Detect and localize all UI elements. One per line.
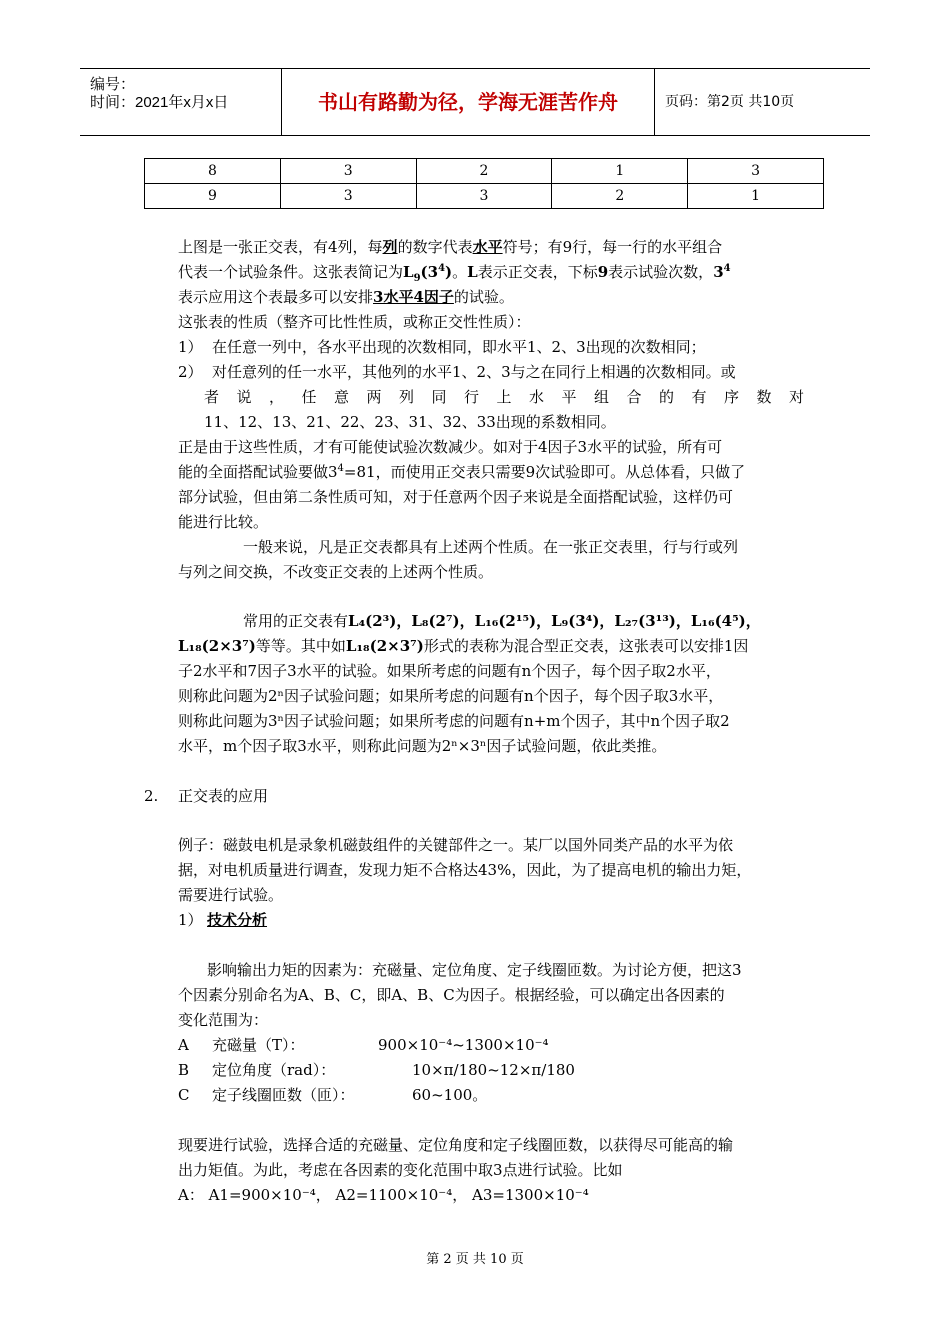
list-item-2: 对任意列的任一水平，其他列的水平1、2、3与之在同行上相遇的次数相同。或 — [212, 363, 736, 381]
table-cell: 3 — [688, 159, 824, 184]
table-row — [145, 184, 824, 209]
para1-line13: 一般来说，凡是正交表都具有上述两个性质。在一张正交表里，行与行或列 — [243, 538, 739, 556]
header-motto: 书山有路勤为径，学海无涯苦作舟 — [282, 69, 655, 135]
para2-line4: 则称此问题为2ⁿ因子试验问题；如果所考虑的问题有n个因子，每个因子取3水平， — [178, 687, 724, 705]
list-item-1: 在任意一列中，各水平出现的次数相同，即水平1、2、3出现的次数相同； — [212, 338, 706, 356]
example-line1: 例子：磁鼓电机是录象机磁鼓组件的关键部件之一。某厂以国外同类产品的水平为依 — [178, 836, 734, 854]
subsection-number: 1） — [178, 911, 203, 929]
header-number: 编号： — [90, 76, 136, 93]
para1-line10: 能的全面搭配试验要做$3^4=81$，而使用正交表只需要9次试验即可。从总体看，只做了 — [178, 463, 746, 481]
factor-a-label: A — [178, 1036, 189, 1054]
trial-line1: 现要进行试验，选择合适的充磁量、定位角度和定子线圈匝数，以获得尽可能高的输 — [178, 1136, 734, 1154]
para1-line1: 上图是一张正交表，有4列，每列的数字代表水平符号；有9行，每一行的水平组合 — [178, 238, 723, 256]
header-page: 页码：第2页 共10页 — [665, 94, 795, 110]
header-meta — [80, 69, 282, 135]
table-cell: 2 — [416, 159, 552, 184]
orthogonal-table — [144, 158, 824, 209]
page-footer: 第 2 页 共 10 页 — [426, 1252, 524, 1267]
example-line3: 需要进行试验。 — [178, 886, 284, 904]
para1-line9: 正是由于这些性质，才有可能使试验次数减少。如对于4因子3水平的试验，所有可 — [178, 438, 723, 456]
table-cell: 1 — [552, 159, 688, 184]
section-title: 正交表的应用 — [178, 787, 269, 805]
header-time: 时间：2021年x月x日 — [90, 94, 229, 111]
list-item-2-cont2: 11、12、13、21、22、23、31、32、33出现的系数相同。 — [204, 413, 616, 431]
factor-c-name: 定子线圈匝数（匝）： — [212, 1086, 355, 1104]
analysis-line2: 个因素分别命名为A、B、C，即A、B、C为因子。根据经验，可以确定出各因素的 — [178, 986, 725, 1004]
table-row — [145, 159, 824, 184]
page-header — [80, 68, 870, 136]
para2-line6: 水平，m个因子取3水平，则称此问题为2ⁿ×3ⁿ因子试验问题，依此类推。 — [178, 737, 667, 755]
para1-line3: 表示应用这个表最多可以安排3水平4因子的试验。 — [178, 288, 514, 306]
list-num-1: 1） — [178, 338, 203, 356]
factor-b-label: B — [178, 1061, 190, 1079]
factor-a-name: 充磁量（T）： — [212, 1036, 305, 1054]
table-cell: 3 — [280, 184, 416, 209]
para2-line1: 常用的正交表有L₄(2³)，L₈(2⁷)，L₁₆(2¹⁵)，L₉(3⁴)，L₂₇(3¹³)，L₁₆(4⁵)， — [243, 612, 761, 630]
factor-c-label: C — [178, 1086, 190, 1104]
para1-line14: 与列之间交换，不改变正交表的上述两个性质。 — [178, 563, 494, 581]
list-item-2-cont: 者说，任意两列同行上水平组合的有序数对 — [204, 388, 804, 406]
table-cell: 9 — [145, 184, 281, 209]
factor-b-name: 定位角度（rad）： — [212, 1061, 336, 1079]
trial-line2: 出力矩值。为此，考虑在各因素的变化范围中取3点进行试验。比如 — [178, 1161, 623, 1179]
table-cell: 8 — [145, 159, 281, 184]
para2-line3: 子2水平和7因子3水平的试验。如果所考虑的问题有n个因子，每个因子取2水平， — [178, 662, 721, 680]
para2-line2: L₁₈(2×3⁷)等等。其中如L₁₈(2×3⁷)形式的表称为混合型正交表，这张表可以安排1因 — [178, 637, 749, 655]
analysis-line1: 影响输出力矩的因素为：充磁量、定位角度、定子线圈匝数。为讨论方便，把这3 — [207, 961, 742, 979]
analysis-line3: 变化范围为： — [178, 1011, 269, 1029]
subsection-title: 技术分析 — [207, 911, 268, 929]
factor-c-range: 60~100。 — [412, 1086, 488, 1104]
para1-line2: 代表一个试验条件。这张表简记为$L_9(3^4)$。L表示正交表，下标9表示试验次数，$3^4$ — [178, 263, 731, 284]
trial-line3: A： A1=900×10⁻⁴， A2=1100×10⁻⁴， A3=1300×10⁻⁴ — [178, 1186, 589, 1204]
table-cell: 3 — [416, 184, 552, 209]
para1-line12: 能进行比较。 — [178, 513, 269, 531]
factor-a-range: 900×10⁻⁴~1300×10⁻⁴ — [378, 1036, 549, 1054]
table-cell: 3 — [280, 159, 416, 184]
table-cell: 2 — [552, 184, 688, 209]
para1-line4: 这张表的性质（整齐可比性性质，或称正交性性质）： — [178, 313, 531, 331]
para1-line11: 部分试验，但由第二条性质可知，对于任意两个因子来说是全面搭配试验，这样仍可 — [178, 488, 734, 506]
example-line2: 据，对电机质量进行调查，发现力矩不合格达43%，因此，为了提高电机的输出力矩， — [178, 861, 752, 879]
table-cell: 1 — [688, 184, 824, 209]
factor-b-range: 10×π/180~12×π/180 — [412, 1061, 575, 1079]
para2-line5: 则称此问题为3ⁿ因子试验问题；如果所考虑的问题有n+m个因子，其中n个因子取2 — [178, 712, 730, 730]
section-number: 2. — [144, 787, 159, 805]
list-num-2: 2） — [178, 363, 203, 381]
